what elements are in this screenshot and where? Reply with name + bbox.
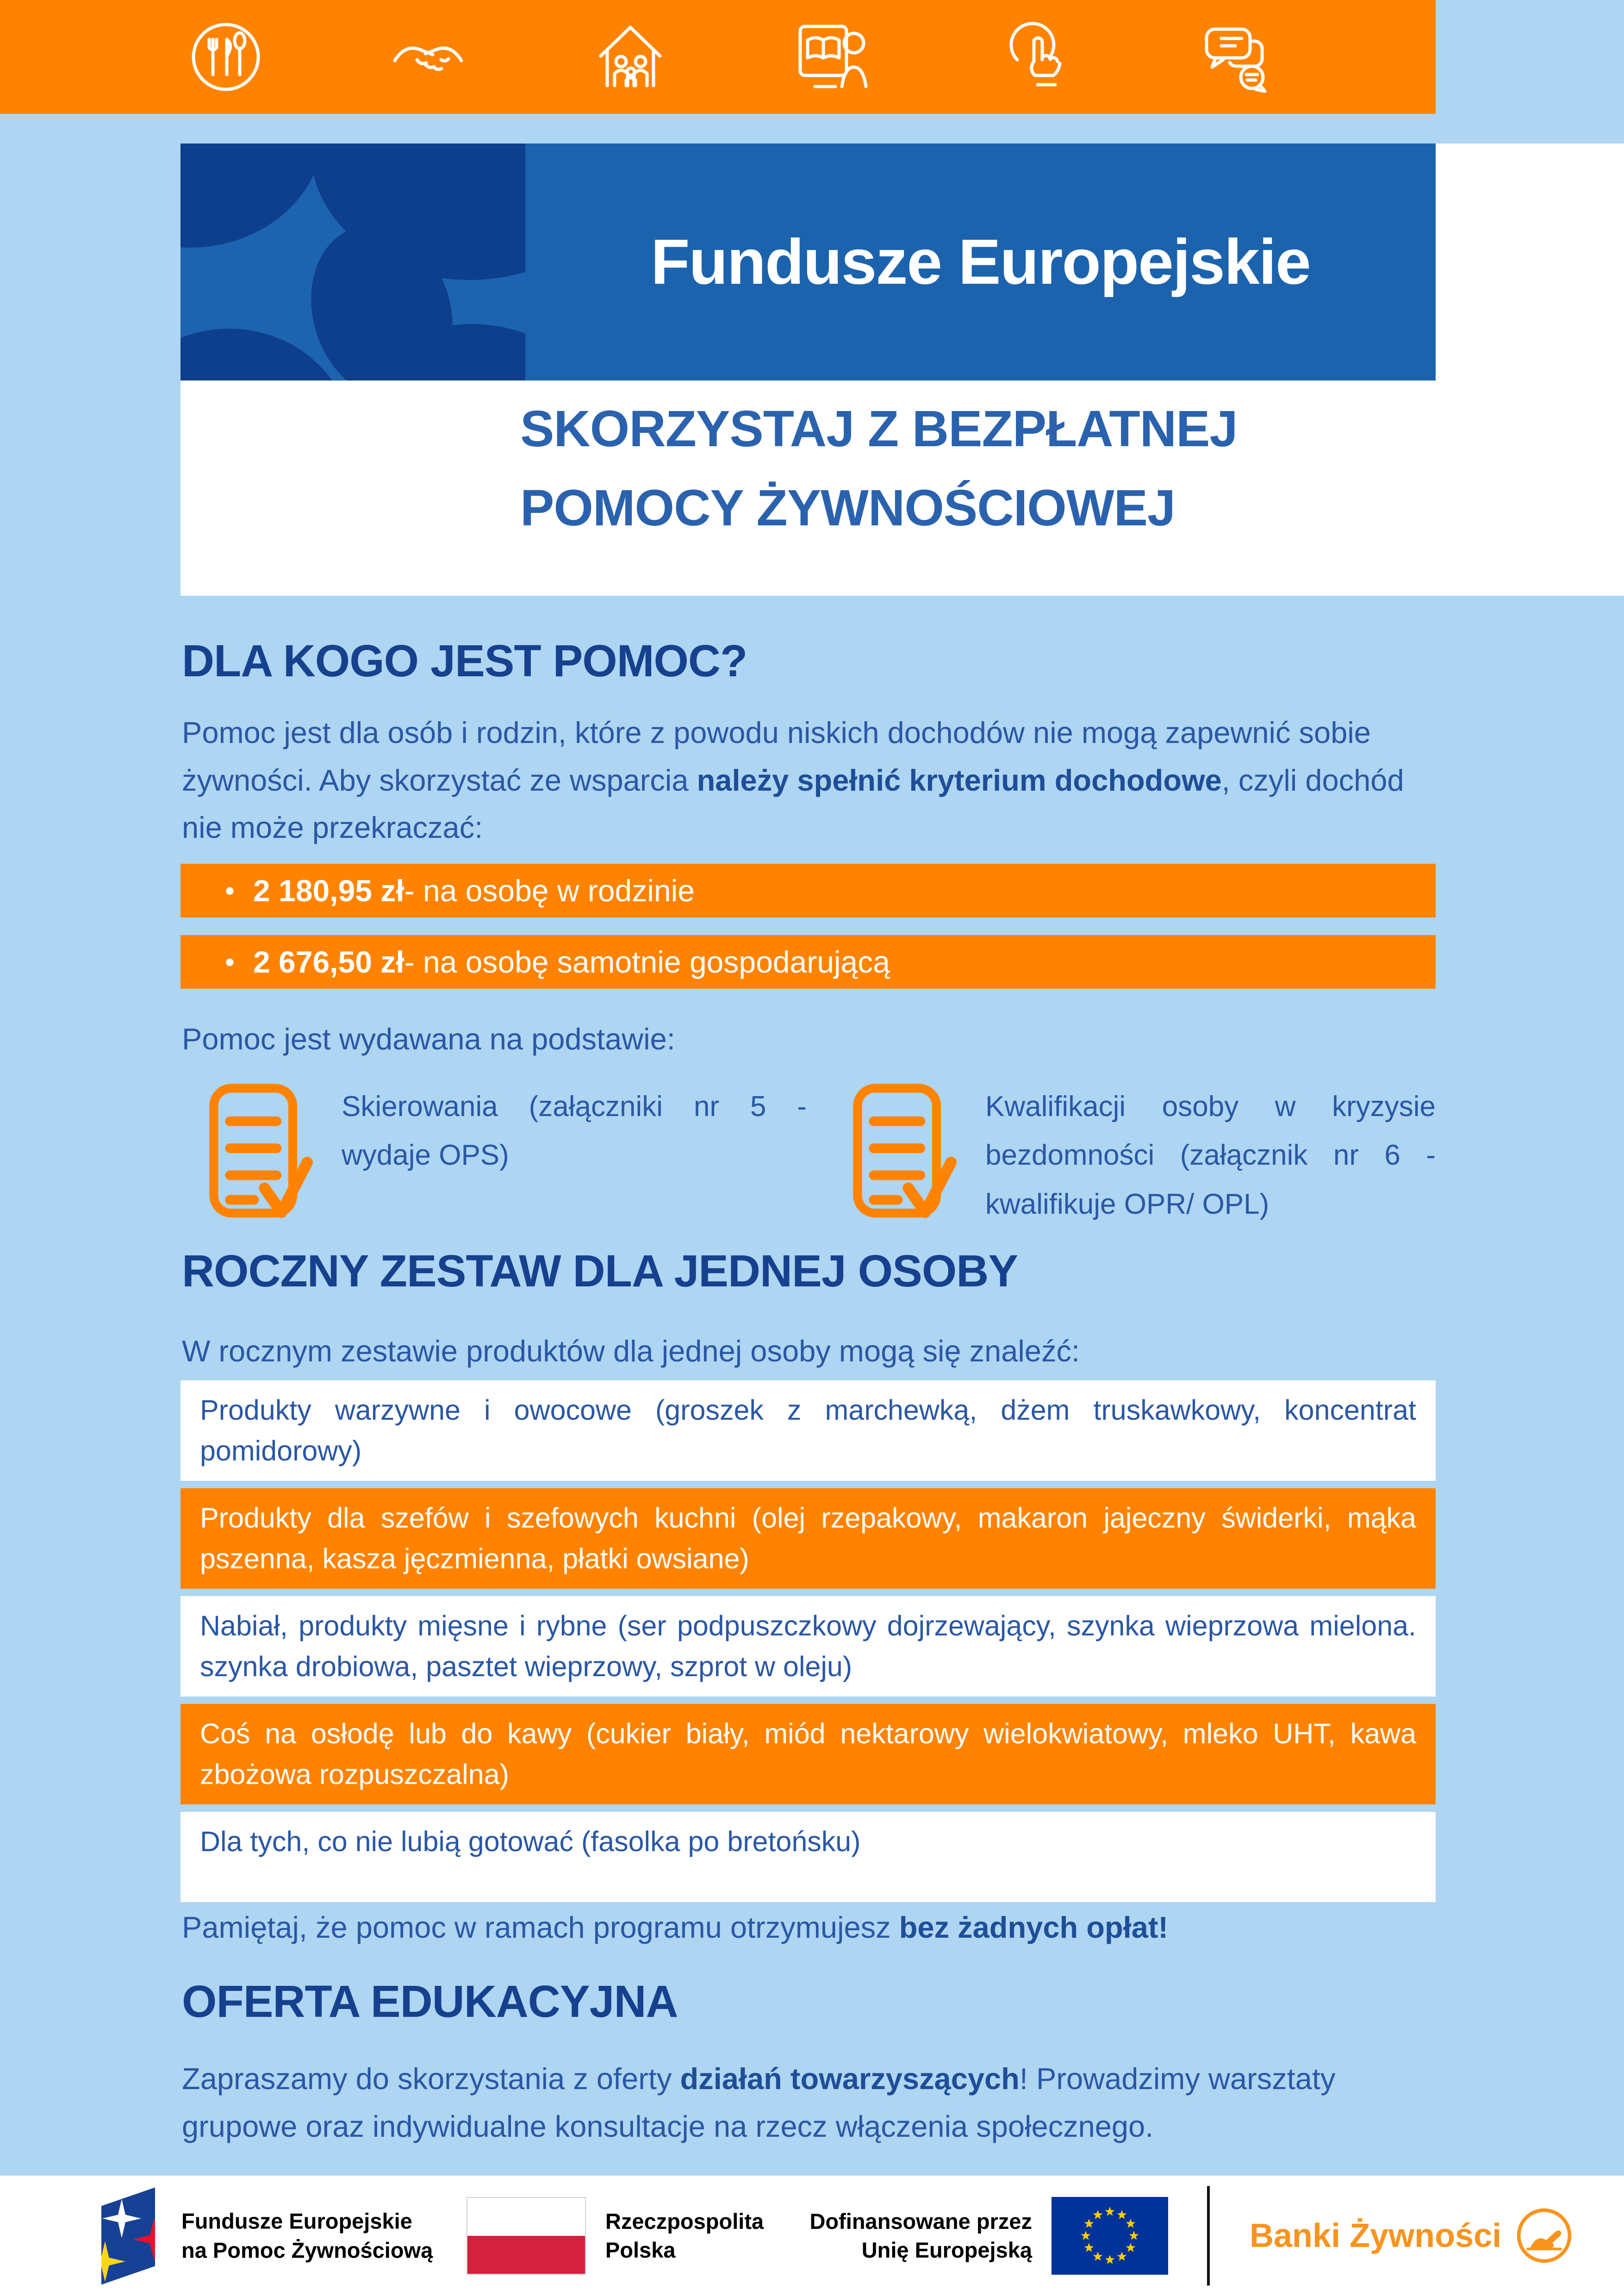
hand-click-icon xyxy=(993,15,1076,99)
fe-label-line1: Fundusze Europejskie xyxy=(181,2209,412,2234)
fe-logo-label xyxy=(181,2207,433,2265)
eu-label-line2: Unię Europejską xyxy=(861,2238,1032,2262)
income-desc: - na osobę w rodzinie xyxy=(404,873,695,908)
eu-funds-decorative-stars xyxy=(180,144,525,381)
edu-paragraph xyxy=(182,2055,1422,2150)
poland-label-line2: Polska xyxy=(605,2238,676,2262)
eu-funds-logo xyxy=(95,2184,162,2288)
eu-funding-label xyxy=(801,2207,1032,2265)
income-amount: 2 180,95 zł xyxy=(253,873,404,908)
page-title: Fundusze Europejskie xyxy=(651,226,1310,298)
page-subtitle xyxy=(520,390,1492,548)
subtitle-line-2: POMOCY ŻYWNOŚCIOWEJ xyxy=(520,479,1176,537)
income-bar-family xyxy=(180,864,1436,917)
basis-item-text: Skierowania (załączniki nr 5 - wydaje OPS) xyxy=(342,1091,807,1172)
reminder-bold: bez żadnych opłat! xyxy=(899,1910,1169,1944)
product-row: Dla tych, co nie lubią gotować (fasolka po bretońsku) xyxy=(180,1812,1436,1902)
basis-item-referral xyxy=(207,1082,807,1229)
annual-intro: W rocznym zestawie produktów dla jednej osoby mogą się znaleźć: xyxy=(182,1334,1080,1368)
banki-zywnosci-label: Banki Żywności xyxy=(1250,2217,1502,2254)
edu-paragraph-text: Zapraszamy do skorzystania z oferty xyxy=(182,2062,680,2096)
product-row: Nabiał, produkty mięsne i rybne (ser podpuszczkowy dojrzewający, szynka wieprzowa mielona. szynka drobiowa, pasztet wieprzowy, szprot w oleju) xyxy=(180,1596,1436,1697)
header xyxy=(180,144,1436,381)
who-paragraph-bold: należy spełnić kryterium dochodowe xyxy=(697,763,1222,797)
reminder-line xyxy=(182,1910,1168,1945)
eu-label-line1: Dofinansowane przez xyxy=(809,2209,1032,2234)
poland-label-line1: Rzeczpospolita xyxy=(605,2209,764,2234)
chat-bubbles-icon xyxy=(1195,15,1279,99)
footer xyxy=(0,2176,1624,2296)
banki-zywnosci-group xyxy=(1250,2206,1574,2266)
poland-label xyxy=(605,2207,764,2265)
poland-group xyxy=(467,2197,764,2275)
document-check-icon xyxy=(207,1082,316,1224)
footer-divider xyxy=(1207,2186,1210,2286)
basis-item-homeless xyxy=(851,1082,1436,1229)
product-row: Produkty warzywne i owocowe (groszek z marchewką, dżem truskawkowy, koncentrat pomidorowy) xyxy=(180,1380,1436,1481)
basis-intro: Pomoc jest wydawana na podstawie: xyxy=(182,1022,675,1056)
fe-logo-group xyxy=(95,2184,433,2288)
basis-row xyxy=(207,1082,1438,1229)
who-paragraph-after: , czyli dochód nie może przekraczać: xyxy=(182,763,1404,845)
who-paragraph xyxy=(182,709,1422,852)
income-bar-single xyxy=(180,935,1436,989)
education-icon xyxy=(791,15,874,99)
section-heading-who: DLA KOGO JEST POMOC? xyxy=(182,636,747,686)
subtitle-line-1: SKORZYSTAJ Z BEZPŁATNEJ xyxy=(520,400,1238,457)
income-amount: 2 676,50 zł xyxy=(253,945,404,979)
top-orange-bar xyxy=(0,0,1436,114)
plate-cutlery-icon xyxy=(184,15,268,99)
edu-paragraph-after: ! Prowadzimy warsztaty grupowe oraz indywidualne konsultacje na rzecz włączenia społecznego. xyxy=(182,2062,1336,2143)
section-heading-edu: OFERTA EDUKACYJNA xyxy=(182,1976,678,2027)
document-check-icon xyxy=(851,1082,960,1224)
poland-flag xyxy=(467,2197,586,2275)
section-heading-annual: ROCZNY ZESTAW DLA JEDNEJ OSOBY xyxy=(182,1246,1018,1296)
product-row: Coś na osłodę lub do kawy (cukier biały, miód nektarowy wielokwiatowy, mleko UHT, kawa zbożowa rozpuszczalna) xyxy=(180,1704,1436,1804)
handshake-icon xyxy=(386,15,470,99)
eu-funding-group xyxy=(801,2197,1168,2275)
eu-flag xyxy=(1052,2197,1168,2275)
family-home-icon xyxy=(589,15,672,99)
who-paragraph-text: Pomoc jest dla osób i rodzin, które z powodu niskich dochodów nie mogą zapewnić sobie żywności. Aby skorzystać ze wsparcia xyxy=(182,716,1371,797)
income-desc: - na osobę samotnie gospodarującą xyxy=(404,945,890,979)
banki-zywnosci-fox-icon xyxy=(1514,2206,1574,2266)
basis-item-text: Kwalifikacji osoby w kryzysie bezdomności (załącznik nr 6 - kwalifikuje OPR/ OPL) xyxy=(985,1091,1436,1220)
edu-paragraph-bold: działań towarzyszących xyxy=(680,2062,1020,2096)
reminder-text: Pamiętaj, że pomoc w ramach programu otrzymujesz xyxy=(182,1910,899,1944)
product-row: Produkty dla szefów i szefowych kuchni (olej rzepakowy, makaron jajeczny świderki, mąka pszenna, kasza jęczmienna, płatki owsiane) xyxy=(180,1488,1436,1589)
bullet-dot: • xyxy=(225,946,235,978)
product-rows xyxy=(180,1380,1436,1909)
fe-label-line2: na Pomoc Żywnościową xyxy=(181,2238,433,2262)
bullet-dot: • xyxy=(225,875,235,906)
